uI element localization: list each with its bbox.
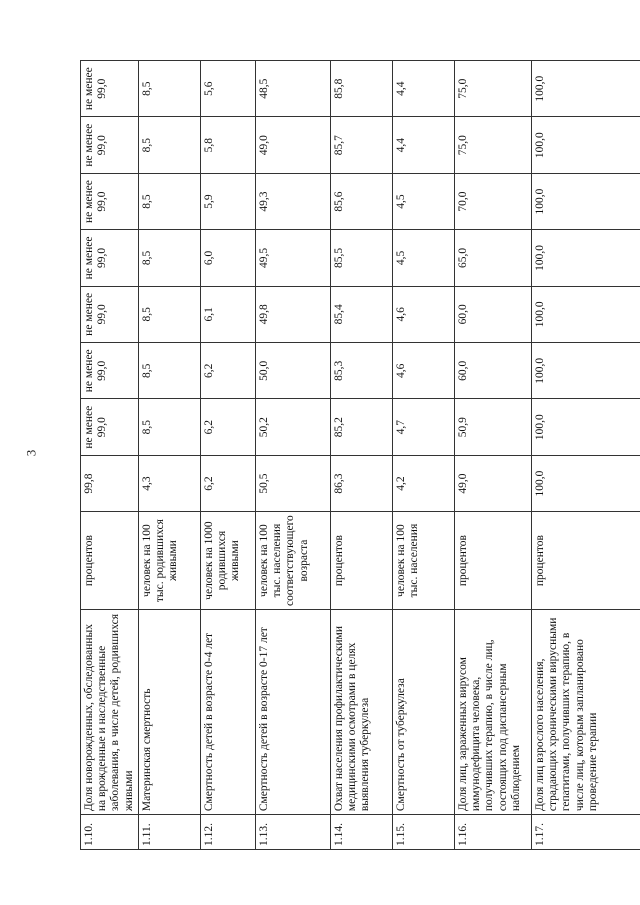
page-number: 3	[23, 449, 39, 457]
row-number: 1.12.	[200, 815, 255, 850]
target-value: 49,8	[255, 286, 330, 342]
target-value: 85,6	[330, 173, 392, 229]
row-number: 1.10.	[81, 815, 139, 850]
unit-of-measure: процентов	[81, 512, 139, 610]
table-row	[330, 61, 392, 850]
row-number: 1.16.	[454, 815, 531, 850]
target-value: 6,0	[200, 230, 255, 286]
target-value: 4,6	[392, 286, 454, 342]
target-value: не менее 99,0	[81, 230, 139, 286]
target-value: 85,7	[330, 117, 392, 173]
target-value: не менее 99,0	[81, 399, 139, 455]
indicator-name: Доля лиц взрослого населения, страдающих хроническими вирусными гепатитами, получивших терапию, в числе лиц, которым запланировано проведение терапии	[531, 609, 640, 814]
unit-of-measure: человек на 100 тыс. родившихся живыми	[138, 512, 200, 610]
base-value: 99,8	[81, 455, 139, 511]
target-value: не менее 99,0	[81, 286, 139, 342]
table-row	[531, 61, 640, 850]
table-row	[255, 61, 330, 850]
target-value: 100,0	[531, 343, 640, 399]
target-value: не менее 99,0	[81, 117, 139, 173]
target-value: 100,0	[531, 399, 640, 455]
target-value: не менее 99,0	[81, 173, 139, 229]
target-value: 75,0	[454, 117, 531, 173]
indicator-name: Смертность детей в возрасте 0-17 лет	[255, 609, 330, 814]
target-value: 8,5	[138, 286, 200, 342]
target-value: 100,0	[531, 173, 640, 229]
table-row	[454, 61, 531, 850]
unit-of-measure: процентов	[531, 512, 640, 610]
target-value: 85,5	[330, 230, 392, 286]
target-value: 50,2	[255, 399, 330, 455]
table-row	[200, 61, 255, 850]
target-value: 4,5	[392, 173, 454, 229]
target-value: 60,0	[454, 343, 531, 399]
target-value: 8,5	[138, 399, 200, 455]
target-value: 50,9	[454, 399, 531, 455]
rotated-table-wrapper	[80, 60, 635, 850]
indicators-table	[80, 60, 640, 850]
base-value: 50,5	[255, 455, 330, 511]
target-value: 85,2	[330, 399, 392, 455]
target-value: не менее 99,0	[81, 61, 139, 117]
base-value: 86,3	[330, 455, 392, 511]
target-value: 8,5	[138, 343, 200, 399]
target-value: 49,3	[255, 173, 330, 229]
target-value: 85,3	[330, 343, 392, 399]
unit-of-measure: процентов	[330, 512, 392, 610]
unit-of-measure: человек на 100 тыс. населения	[392, 512, 454, 610]
table-row	[392, 61, 454, 850]
target-value: 5,9	[200, 173, 255, 229]
target-value: 48,5	[255, 61, 330, 117]
target-value: 60,0	[454, 286, 531, 342]
unit-of-measure: человек на 1000 родившихся живыми	[200, 512, 255, 610]
target-value: 85,4	[330, 286, 392, 342]
target-value: 49,0	[255, 117, 330, 173]
target-value: 4,4	[392, 117, 454, 173]
base-value: 4,3	[138, 455, 200, 511]
base-value: 49,0	[454, 455, 531, 511]
indicator-name: Охват населения профилактическими медицинскими осмотрами в целях выявления туберкулеза	[330, 609, 392, 814]
base-value: 100,0	[531, 455, 640, 511]
table-row	[81, 61, 139, 850]
target-value: 65,0	[454, 230, 531, 286]
indicator-name: Смертность детей в возрасте 0-4 лет	[200, 609, 255, 814]
table-row	[138, 61, 200, 850]
target-value: 5,8	[200, 117, 255, 173]
target-value: 100,0	[531, 117, 640, 173]
target-value: 70,0	[454, 173, 531, 229]
target-value: 75,0	[454, 61, 531, 117]
base-value: 4,2	[392, 455, 454, 511]
target-value: 6,1	[200, 286, 255, 342]
target-value: 8,5	[138, 61, 200, 117]
target-value: 50,0	[255, 343, 330, 399]
target-value: 4,7	[392, 399, 454, 455]
table-body	[81, 61, 640, 850]
indicator-name: Материнская смертность	[138, 609, 200, 814]
target-value: 100,0	[531, 230, 640, 286]
unit-of-measure: человек на 100 тыс. населения соответствующего возраста	[255, 512, 330, 610]
row-number: 1.13.	[255, 815, 330, 850]
target-value: 8,5	[138, 117, 200, 173]
target-value: 5,6	[200, 61, 255, 117]
row-number: 1.15.	[392, 815, 454, 850]
row-number: 1.17.	[531, 815, 640, 850]
unit-of-measure: процентов	[454, 512, 531, 610]
target-value: 4,5	[392, 230, 454, 286]
row-number: 1.14.	[330, 815, 392, 850]
target-value: не менее 99,0	[81, 343, 139, 399]
target-value: 8,5	[138, 173, 200, 229]
indicator-name: Смертность от туберкулеза	[392, 609, 454, 814]
target-value: 8,5	[138, 230, 200, 286]
target-value: 4,6	[392, 343, 454, 399]
target-value: 85,8	[330, 61, 392, 117]
row-number: 1.11.	[138, 815, 200, 850]
target-value: 49,5	[255, 230, 330, 286]
target-value: 4,4	[392, 61, 454, 117]
target-value: 100,0	[531, 286, 640, 342]
indicator-name: Доля новорожденных, обследованных на врожденные и наследственные заболевания, в числе детей, родившихся живыми	[81, 609, 139, 814]
target-value: 100,0	[531, 61, 640, 117]
base-value: 6,2	[200, 455, 255, 511]
indicator-name: Доля лиц, зараженных вирусом иммунодефицита человека, получивших терапию, в числе лиц, состоящих под диспансерным наблюдением	[454, 609, 531, 814]
target-value: 6,2	[200, 399, 255, 455]
target-value: 6,2	[200, 343, 255, 399]
